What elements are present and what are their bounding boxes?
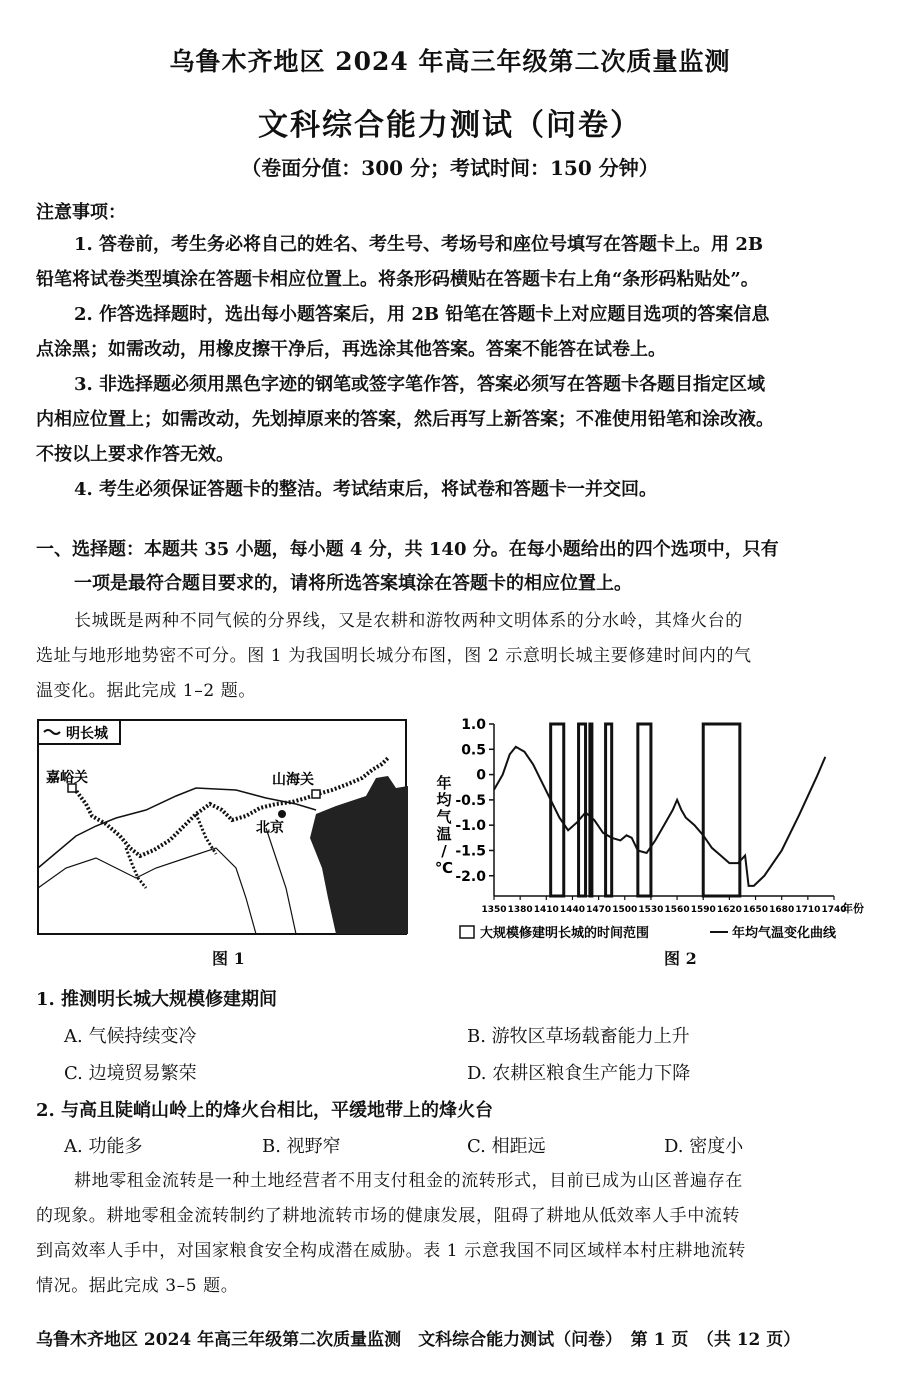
passage-line: 情况。据此完成 3–5 题。 [36,1276,239,1296]
construction-period-bar [551,724,564,896]
legend-bar-swatch [460,926,474,938]
section-heading-cont: 一项是最符合题目要求的，请将所选答案填涂在答题卡的相应位置上。 [74,573,632,594]
y-axis-label-char: 温 [436,825,452,843]
notice-line: 点涂黑；如需改动，用橡皮擦干净后，再选涂其他答案。答案不能答在试卷上。 [36,339,666,360]
y-tick-label: -1.5 [455,843,486,860]
notice-line: 内相应位置上；如需改动，先划掉原来的答案，然后再写上新答案；不准使用铅笔和涂改液。 [36,409,774,430]
passage-line: 温变化。据此完成 1–2 题。 [36,681,256,701]
x-tick-label: 1470 [586,905,612,915]
notice-line: 不按以上要求作答无效。 [36,444,234,465]
x-tick-label: 1620 [716,905,742,915]
score-time: （卷面分值：300 分；考试时间：150 分钟） [241,156,659,180]
notice-line: 铅笔将试卷类型填涂在答题卡相应位置上。将条形码横贴在答题卡右上角“条形码粘贴处”。 [36,269,759,290]
y-tick-label: -2.0 [455,868,486,885]
notice-line: 3. 非选择题必须用黑色字迹的钢笔或签字笔作答，答案必须写在答题卡各题目指定区域 [74,374,766,395]
q1-option-c: C. 边境贸易繁荣 [64,1063,197,1084]
q1-option-b: B. 游牧区草场载畜能力上升 [467,1026,690,1047]
notice-line: 1. 答卷前，考生务必将自己的姓名、考生号、考场号和座位号填写在答题卡上。用 2B [74,234,764,255]
figure2-caption: 图 2 [664,949,697,968]
construction-period-bar [590,724,592,896]
label-shanhaiguan: 山海关 [272,772,314,788]
y-axis-label-char: 气 [436,808,452,826]
y-tick-label: 0 [476,767,486,784]
y-tick-label: 1.0 [461,717,486,733]
label-jiayuguan: 嘉峪关 [46,770,88,786]
legend-line-label: 年均气温变化曲线 [732,926,837,941]
x-tick-label: 1440 [559,905,585,915]
notice-line: 4. 考生必须保证答题卡的整洁。考试结束后，将试卷和答题卡一并交回。 [74,479,658,500]
x-tick-label: 1650 [743,905,769,915]
passage-line: 长城既是两种不同气候的分界线，又是农耕和游牧两种文明体系的分水岭，其烽火台的 [74,611,743,631]
page-title: 乌鲁木齐地区 2024 年高三年级第二次质量监测 [169,47,731,76]
notice-heading: 注意事项： [36,202,126,223]
y-tick-label: -1.0 [455,818,486,835]
notice-line: 2. 作答选择题时，选出每小题答案后，用 2B 铅笔在答题卡上对应题目选项的答案信息 [74,304,770,325]
x-tick-label: 1710 [795,905,821,915]
q2-option-a: A. 功能多 [64,1136,143,1157]
passage-line: 耕地零租金流转是一种土地经营者不用支付租金的流转形式，目前已成为山区普遍存在 [74,1171,743,1191]
y-axis-label-char: / [441,842,447,860]
y-axis-label-char: 均 [436,791,452,809]
construction-periods [551,724,740,896]
q2-option-b: B. 视野窄 [262,1136,341,1157]
exam-subtitle: 文科综合能力测试（问卷） [258,108,642,143]
beijing-marker [278,810,286,818]
temperature-line [494,747,825,886]
x-tick-label: 1500 [612,905,638,915]
x-tick-label: 1410 [533,905,559,915]
y-axis-label-char: 年 [436,774,452,792]
construction-period-bar [606,724,612,896]
y-tick-label: -0.5 [455,792,486,809]
construction-period-bar [703,724,740,896]
x-axis-unit: 年份 [842,902,864,915]
x-tick-label: 1590 [690,905,716,915]
question-2-stem: 2. 与高且陡峭山岭上的烽火台相比，平缓地带上的烽火台 [36,1100,494,1121]
map-legend: 明长城 [66,726,108,742]
legend-bar-label: 大规模修建明长城的时间范围 [480,926,650,941]
section-heading: 一、选择题：本题共 35 小题，每小题 4 分，共 140 分。在每小题给出的四个选项中，只有 [36,539,779,560]
x-tick-label: 1530 [638,905,664,915]
question-1-stem: 1. 推测明长城大规模修建期间 [36,989,278,1010]
y-tick-label: 0.5 [461,742,486,759]
passage-line: 的现象。耕地零租金流转制约了耕地流转市场的健康发展，阻碍了耕地从低效率人手中流转 [36,1206,740,1226]
x-tick-label: 1680 [769,905,795,915]
figure1-caption: 图 1 [212,949,245,968]
passage-line: 到高效率人手中，对国家粮食安全构成潜在威胁。表 1 示意我国不同区域样本村庄耕地流转 [36,1241,746,1261]
x-tick-label: 1560 [664,905,690,915]
q1-option-d: D. 农耕区粮食生产能力下降 [467,1063,691,1084]
construction-period-bar [579,724,586,896]
y-axis-label [435,774,453,877]
q2-option-d: D. 密度小 [664,1136,744,1157]
construction-period-bar [638,724,651,896]
y-axis-label-char: ℃ [434,859,454,877]
passage-line: 选址与地形地势密不可分。图 1 为我国明长城分布图，图 2 示意明长城主要修建时间内的气 [36,646,752,666]
label-beijing: 北京 [256,820,284,836]
q1-option-a: A. 气候持续变冷 [64,1026,197,1047]
figure1-map [36,718,408,936]
x-tick-label: 1740 [821,905,847,915]
x-tick-label: 1380 [507,905,533,915]
figure2-chart [432,712,872,944]
x-tick-label: 1350 [481,905,507,915]
page-footer: 乌鲁木齐地区 2024 年高三年级第二次质量监测 文科综合能力测试（问卷） 第 1 页 （共 12 页） [36,1330,801,1350]
q2-option-c: C. 相距远 [467,1136,546,1157]
